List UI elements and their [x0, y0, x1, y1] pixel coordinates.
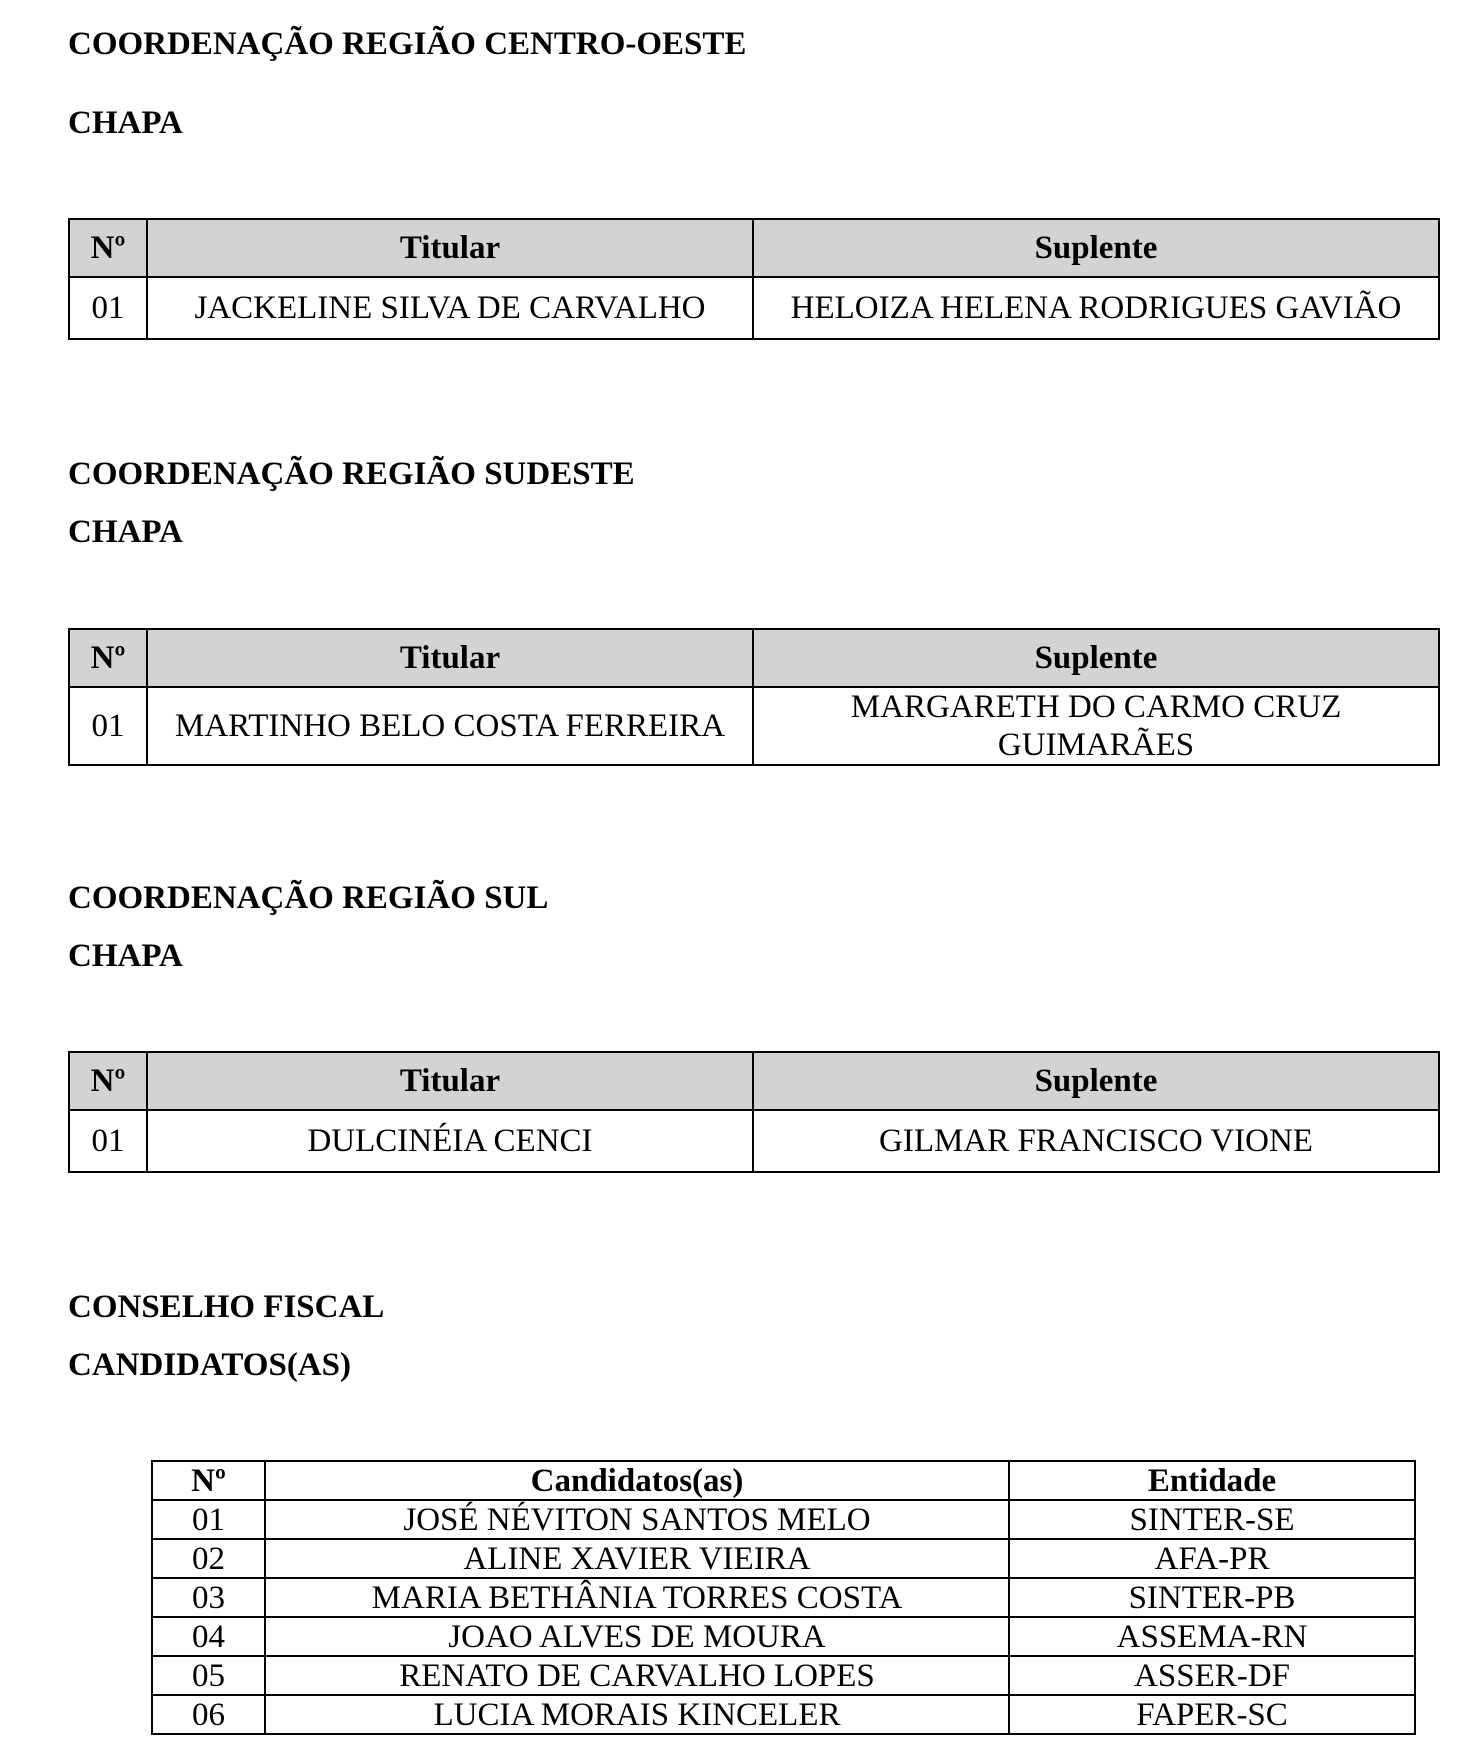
table-row	[152, 1656, 1415, 1695]
table-header-row	[69, 1052, 1439, 1110]
cell-num: 02	[152, 1539, 265, 1578]
cell-num: 01	[69, 687, 147, 765]
section-subtitle-centro-oeste: CHAPA	[68, 105, 183, 141]
table-row	[152, 1695, 1415, 1734]
cell-num: 04	[152, 1617, 265, 1656]
table-header-row	[152, 1461, 1415, 1500]
header-suplente: Suplente	[753, 1052, 1439, 1110]
conselho-subtitle: CANDIDATOS(AS)	[68, 1347, 351, 1383]
table-row	[152, 1617, 1415, 1656]
cell-entidade: FAPER-SC	[1009, 1695, 1415, 1734]
header-num: Nº	[69, 1052, 147, 1110]
cell-suplente: GILMAR FRANCISCO VIONE	[753, 1110, 1439, 1172]
section-subtitle-sudeste: CHAPA	[68, 514, 183, 550]
header-num: Nº	[69, 629, 147, 687]
cell-candidato: JOAO ALVES DE MOURA	[265, 1617, 1009, 1656]
cell-entidade: ASSER-DF	[1009, 1656, 1415, 1695]
table-row	[152, 1500, 1415, 1539]
section-title-sul: COORDENAÇÃO REGIÃO SUL	[68, 880, 549, 916]
cell-entidade: ASSEMA-RN	[1009, 1617, 1415, 1656]
table-row	[152, 1578, 1415, 1617]
header-candidato: Candidatos(as)	[265, 1461, 1009, 1500]
cell-suplente: MARGARETH DO CARMO CRUZ GUIMARÃES	[753, 687, 1439, 765]
cell-titular: JACKELINE SILVA DE CARVALHO	[147, 277, 753, 339]
header-suplente: Suplente	[753, 219, 1439, 277]
chapa-table-sul	[68, 1051, 1440, 1173]
cell-num: 01	[69, 1110, 147, 1172]
cell-suplente: HELOIZA HELENA RODRIGUES GAVIÃO	[753, 277, 1439, 339]
cell-num: 01	[152, 1500, 265, 1539]
chapa-table-centro-oeste	[68, 218, 1440, 340]
chapa-table-sudeste	[68, 628, 1440, 766]
header-titular: Titular	[147, 1052, 753, 1110]
cell-titular: DULCINÉIA CENCI	[147, 1110, 753, 1172]
cell-candidato: MARIA BETHÂNIA TORRES COSTA	[265, 1578, 1009, 1617]
table-row	[69, 277, 1439, 339]
conselho-table	[151, 1460, 1416, 1735]
section-title-sudeste: COORDENAÇÃO REGIÃO SUDESTE	[68, 456, 635, 492]
table-header-row	[69, 219, 1439, 277]
cell-entidade: AFA-PR	[1009, 1539, 1415, 1578]
section-title-centro-oeste: COORDENAÇÃO REGIÃO CENTRO-OESTE	[68, 26, 747, 62]
cell-num: 06	[152, 1695, 265, 1734]
cell-entidade: SINTER-PB	[1009, 1578, 1415, 1617]
cell-num: 05	[152, 1656, 265, 1695]
table-header-row	[69, 629, 1439, 687]
header-suplente: Suplente	[753, 629, 1439, 687]
cell-candidato: ALINE XAVIER VIEIRA	[265, 1539, 1009, 1578]
header-entidade: Entidade	[1009, 1461, 1415, 1500]
header-num: Nº	[69, 219, 147, 277]
cell-candidato: RENATO DE CARVALHO LOPES	[265, 1656, 1009, 1695]
cell-titular: MARTINHO BELO COSTA FERREIRA	[147, 687, 753, 765]
header-num: Nº	[152, 1461, 265, 1500]
header-titular: Titular	[147, 629, 753, 687]
cell-candidato: JOSÉ NÉVITON SANTOS MELO	[265, 1500, 1009, 1539]
section-subtitle-sul: CHAPA	[68, 938, 183, 974]
cell-candidato: LUCIA MORAIS KINCELER	[265, 1695, 1009, 1734]
header-titular: Titular	[147, 219, 753, 277]
cell-num: 01	[69, 277, 147, 339]
conselho-title: CONSELHO FISCAL	[68, 1289, 385, 1325]
table-row	[69, 687, 1439, 765]
cell-entidade: SINTER-SE	[1009, 1500, 1415, 1539]
table-row	[69, 1110, 1439, 1172]
table-row	[152, 1539, 1415, 1578]
cell-num: 03	[152, 1578, 265, 1617]
